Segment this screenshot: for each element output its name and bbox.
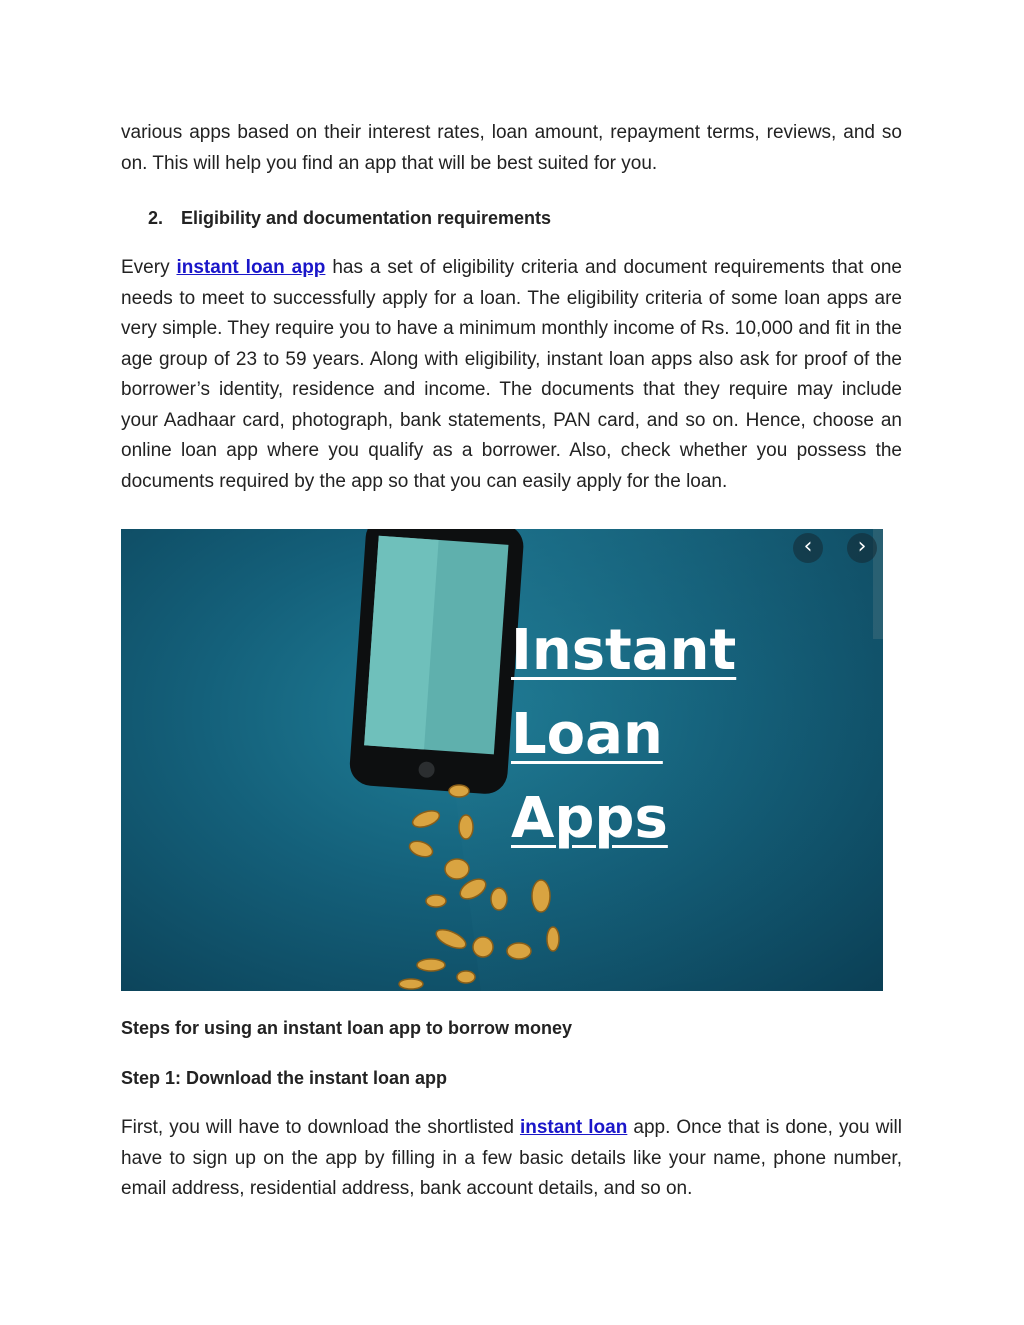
instant-loan-apps-image xyxy=(121,529,883,991)
image-title-line: Instant xyxy=(511,618,737,683)
phone-and-coins-illustration xyxy=(121,529,883,991)
eligibility-paragraph xyxy=(121,253,902,497)
document-page xyxy=(121,118,902,1205)
image-caption-title xyxy=(511,609,736,861)
step1-text-rest: app. Once that is done, you will have to sign up on the app by filling in a few basic details like your name, phone number, email address, residential address, bank account details, and so on. xyxy=(121,1117,902,1199)
eligibility-text-start: Every xyxy=(121,257,177,278)
image-title-line: Apps xyxy=(511,786,668,851)
eligibility-text-rest: has a set of eligibility criteria and document requirements that one needs to meet to successfully apply for a loan. The eligibility criteria of some loan apps are very simple. They require you to have a minimum monthly income of Rs. 10,000 and fit in the age group of 23 to 59 years. Along with eligibility, instant loan apps also ask for proof of the borrower’s identity, residence and income. The documents that they require may include your Aadhaar card, photograph, bank statements, PAN card, and so on. Hence, choose an online loan app where you qualify as a borrower. Also, check whether you possess the documents required by the app so that you can easily apply for the loan. xyxy=(121,257,902,492)
step1-heading: Step 1: Download the instant loan app xyxy=(121,1068,448,1088)
previous-slide-icon[interactable]: ‹ xyxy=(793,533,823,563)
section-heading-eligibility xyxy=(148,203,902,233)
section-title: Eligibility and documentation requirements xyxy=(181,208,552,228)
next-slide-icon[interactable]: › xyxy=(847,533,877,563)
instant-loan-link[interactable]: instant loan xyxy=(519,1117,628,1138)
image-title-line: Loan xyxy=(511,702,663,767)
section-number: 2. xyxy=(148,208,164,228)
instant-loan-app-link[interactable]: instant loan app xyxy=(176,257,326,278)
step1-paragraph xyxy=(121,1113,902,1205)
step1-text-start: First, you will have to download the shortlisted xyxy=(121,1117,520,1138)
steps-heading: Steps for using an instant loan app to borrow money xyxy=(121,1018,573,1038)
intro-paragraph: various apps based on their interest rates, loan amount, repayment terms, reviews, and so on. This will help you find an app that will be best suited for you. xyxy=(121,122,902,174)
